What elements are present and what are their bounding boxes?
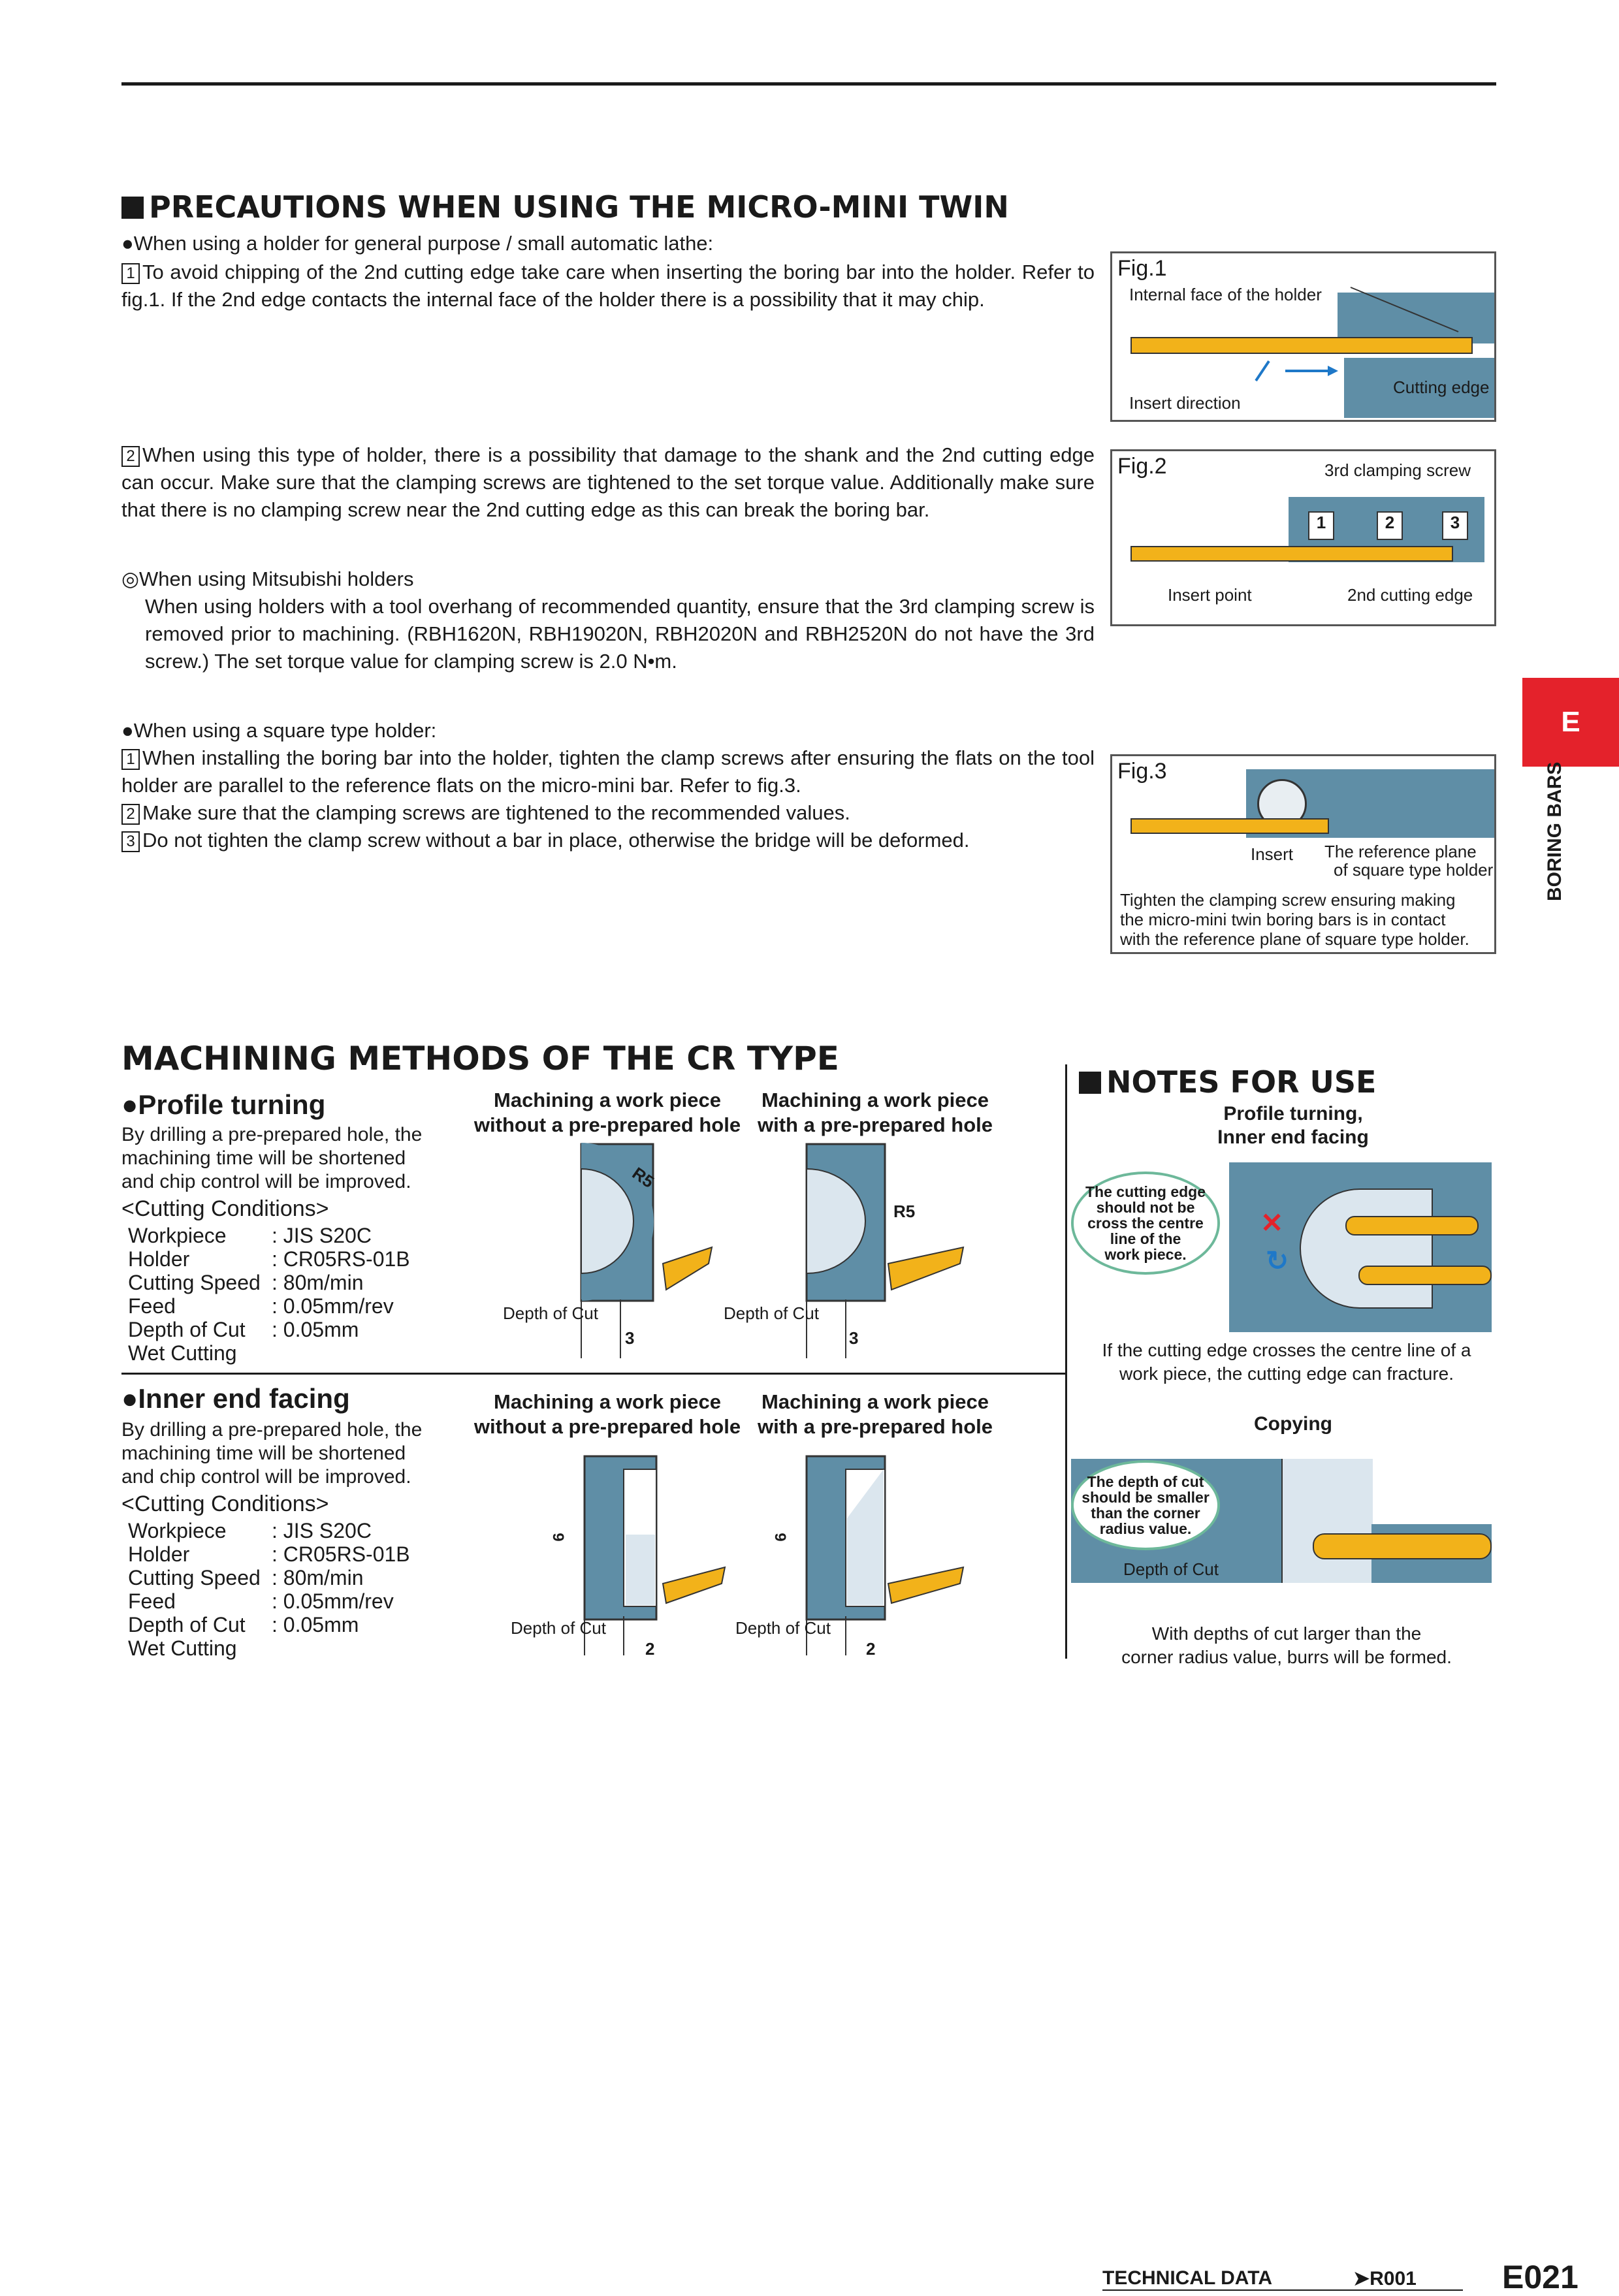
page-number: E021 [1502,2259,1579,2295]
fig2-label: Fig.2 [1117,454,1167,479]
precaution-item-1: 1 To avoid chipping of the 2nd cutting edge take care when inserting the boring bar into the holder. Refer to fig.1. If the 2nd edge contacts the internal face of the holder there is a possibility that it may chip. [121,261,1095,311]
profile-col2-header: Machining a work piece with a pre-prepared hole [757,1089,993,1136]
notes-tool-3 [1313,1533,1492,1559]
table-row: Holder : CR05RS-01B [128,1542,410,1566]
fig1-box [1110,251,1496,422]
fig2-boring-bar [1130,546,1453,562]
inner-conditions-title: <Cutting Conditions> [121,1491,329,1516]
r5-label-2: R5 [893,1202,916,1221]
cross-icon: ✕ [1260,1207,1284,1238]
inner-desc: By drilling a pre-prepared hole, the machining time will be shortened and chip control will be improved. [121,1419,423,1488]
section-tab: E [1522,678,1619,767]
fig1-insert-direction: Insert direction [1129,393,1241,413]
notes-tool-1 [1345,1216,1479,1236]
six-label-2: 6 [772,1533,790,1542]
fig1-arrows [1112,253,1494,420]
profile-diagram-2 [722,1143,970,1365]
fig3-ref-plane: The reference plane of square type holder [1324,842,1494,880]
fig2-second-edge: 2nd cutting edge [1347,585,1473,605]
fig3-caption: Tighten the clamping screw ensuring making the micro-mini twin boring bars is in contact with the reference plane of square type holder. [1120,890,1469,949]
square-bullet-icon [121,197,144,219]
cr-title: MACHINING METHODS OF THE CR TYPE [121,1040,839,1077]
column-divider [1065,1064,1067,1659]
table-row: Cutting Speed : 80m/min [128,1566,364,1589]
table-row: Feed : 0.05mm/rev [128,1294,394,1318]
square-item-3: 3 Do not tighten the clamp screw without a bar in place, otherwise the bridge will be deformed. [121,827,1095,854]
notes-caption-2: With depths of cut larger than the corner radius value, burrs will be formed. [1121,1623,1452,1667]
table-row: Feed : 0.05mm/rev [128,1589,394,1613]
profile-conditions-title: <Cutting Conditions> [121,1196,329,1221]
notes-bore-2 [1281,1459,1373,1583]
notes-bubble-2: The depth of cut should be smaller than the corner radius value. [1071,1460,1220,1550]
fig2-screw-1: 1 [1308,511,1334,540]
fig3-insert: Insert [1251,844,1294,864]
dim-label: 3 [625,1328,635,1348]
item-number: 1 [121,263,140,284]
section-divider [121,1373,1065,1375]
profile-heading: ●Profile turning [121,1089,326,1120]
table-row: Workpiece : JIS S20C [128,1224,372,1247]
square-item-2: 2 Make sure that the clamping screws are tightened to the recommended values. [121,799,1095,827]
inner-col2-header: Machining a work piece with a pre-prepared hole [757,1390,993,1438]
dim-label-2: 3 [849,1328,859,1348]
table-row: Wet Cutting [128,1636,237,1660]
fig1-cutting-edge: Cutting edge [1393,377,1490,397]
fig2-third-screw: 3rd clamping screw [1324,460,1471,480]
square-heading: ●When using a square type holder: [121,719,437,742]
fig2-screw-2: 2 [1377,511,1403,540]
notes-doc: Depth of Cut [1123,1559,1219,1579]
table-row: Cutting Speed : 80m/min [128,1271,364,1294]
doc-label-2: Depth of Cut [724,1303,819,1323]
profile-col1-header: Machining a work piece without a pre-prepared hole [473,1089,741,1136]
mitsubishi-text: When using holders with a tool overhang of recommended quantity, ensure that the 3rd clamping screw is removed prior to machining. (RBH1620N, RBH19020N, RBH2020N and RBH2520N do not have the 3rd screw.) The set torque value for clamping screw is 2.0 N•m. [145,595,1095,673]
notes-profile-heading: Profile turning, Inner end facing [1217,1103,1369,1148]
doc-label-4: Depth of Cut [735,1618,831,1638]
table-row: Workpiece : JIS S20C [128,1519,372,1542]
fig2-box [1110,449,1496,626]
section-label: BORING BARS [1544,761,1565,901]
doc-label-3: Depth of Cut [511,1618,606,1638]
precaution-item-2: 2 When using this type of holder, there is a possibility that damage to the shank and the 2nd cutting edge can occur. Make sure that the clamping screws are tightened to the set torque value. Additionally make sure that there is no clamping screw near the 2nd cutting edge as this can break the boring bar. [121,443,1095,521]
square-bullet-icon [1079,1072,1101,1094]
fig1-internal-face: Internal face of the holder [1129,285,1322,304]
footer-technical[interactable]: TECHNICAL DATA [1102,2267,1272,2289]
profile-conditions-table [128,1224,410,1365]
fig3-boring-bar [1130,818,1329,834]
square-item-1: 1 When installing the boring bar into the holder, tighten the clamp screws after ensuring the flats on the tool holder are parallel to the reference flats on the micro-mini bar. Refer to fig.3. [121,746,1095,797]
item-number: 2 [121,446,140,467]
mitsubishi-heading: ◎When using Mitsubishi holders [121,567,414,590]
inner-col1-header: Machining a work piece without a pre-prepared hole [473,1390,741,1438]
notes-title: NOTES FOR USE [1079,1064,1376,1100]
rotate-arrow-icon: ↻ [1266,1245,1289,1276]
doc-label: Depth of Cut [503,1303,598,1323]
six-label: 6 [550,1533,568,1542]
fig1-label: Fig.1 [1117,256,1167,281]
dim-label-3: 2 [645,1639,655,1659]
table-row: Wet Cutting [128,1341,237,1365]
table-row: Depth of Cut : 0.05mm [128,1613,359,1636]
notes-bubble-1: The cutting edge should not be cross the centre line of the work piece. [1071,1172,1220,1275]
table-row: Depth of Cut : 0.05mm [128,1318,359,1341]
r5-label: R5 [628,1163,658,1192]
general-heading: ●When using a holder for general purpose / small automatic lathe: [121,232,714,255]
fig2-screw-3: 3 [1442,511,1468,540]
arrow-right-icon: ➤ [1353,2268,1370,2289]
table-row: Holder : CR05RS-01B [128,1247,410,1271]
fig3-box [1110,754,1496,954]
inner-heading: ●Inner end facing [121,1383,350,1414]
notes-copying: Copying [1254,1413,1332,1435]
inner-conditions-table [128,1519,410,1660]
footer-ref[interactable]: ➤R001 [1353,2268,1417,2289]
profile-desc: By drilling a pre-prepared hole, the machining time will be shortened and chip control will be improved. [121,1124,423,1192]
profile-diagram-1 [483,1143,731,1365]
notes-tool-2 [1358,1266,1492,1285]
notes-bore-1 [1300,1188,1433,1309]
dim-label-4: 2 [866,1639,876,1659]
notes-caption-1: If the cutting edge crosses the centre line of a work piece, the cutting edge can fracture. [1102,1340,1471,1384]
fig2-insert-point: Insert point [1168,585,1252,605]
fig3-label: Fig.3 [1117,759,1167,784]
top-rule [121,82,1496,86]
precautions-title: PRECAUTIONS WHEN USING THE MICRO-MINI TWIN [121,189,1009,225]
